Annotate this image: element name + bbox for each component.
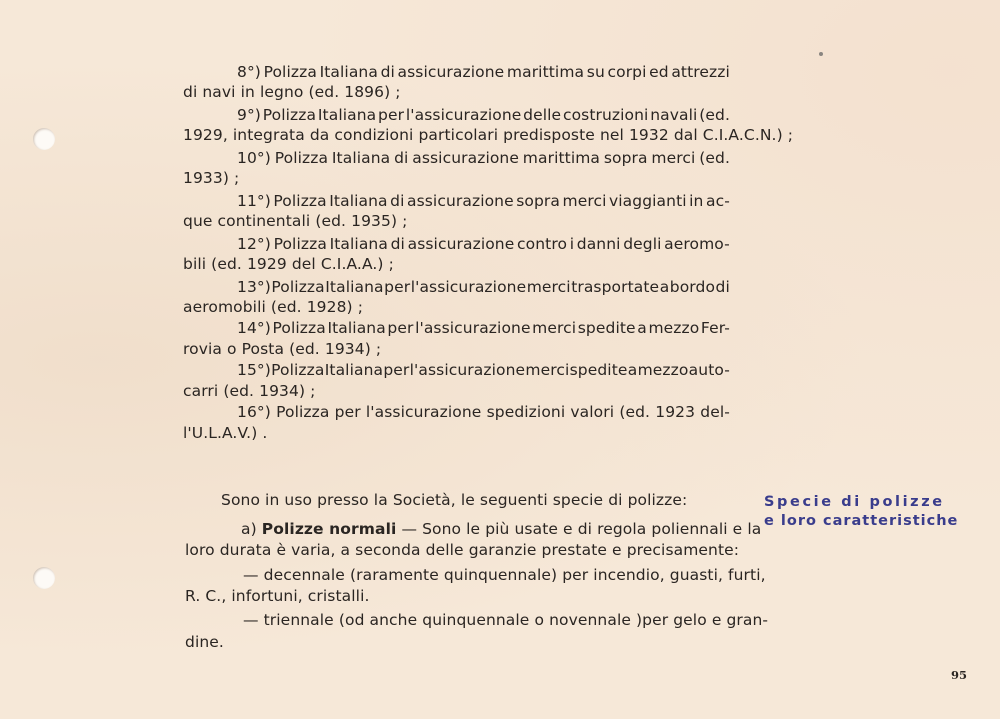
text-line: di navi in legno (ed. 1896) ; (183, 83, 401, 101)
text-line: aeromobili (ed. 1928) ; (183, 298, 364, 316)
paragraph-intro: Sono in uso presso la Società, le seguenti specie di polizze: (221, 491, 688, 509)
text-line: 8°) Polizza Italiana di assicurazione marittima su corpi ed attrezzi (237, 63, 730, 81)
text-line: 10°) Polizza Italiana di assicurazione marittima sopra merci (ed. (237, 149, 730, 167)
text-line: rovia o Posta (ed. 1934) ; (183, 340, 382, 358)
text-line: 16°) Polizza per l'assicurazione spedizioni valori (ed. 1923 del- (237, 403, 730, 421)
text-line: carri (ed. 1934) ; (183, 382, 316, 400)
text-line: 14°) Polizza Italiana per l'assicurazione merci spedite a mezzo Fer- (237, 319, 730, 337)
text-line: bili (ed. 1929 del C.I.A.A.) ; (183, 255, 394, 273)
text-line: 13°) Polizza Italiana per l'assicurazione merci trasportate a bordo di (237, 278, 730, 296)
margin-heading (764, 493, 964, 531)
text-fragment: — Sono le più usate e di regola poliennali e la (396, 520, 762, 538)
text-line: loro durata è varia, a seconda delle garanzie prestate e precisamente: (185, 541, 740, 559)
polizze-normali-heading: Polizze normali (261, 520, 397, 538)
paper-speck (819, 52, 823, 56)
text-line: que continentali (ed. 1935) ; (183, 212, 408, 230)
item-marker: a) (241, 520, 262, 538)
text-line: 12°) Polizza Italiana di assicurazione contro i danni degli aeromo- (237, 235, 730, 253)
text-line: dine. (185, 633, 224, 651)
margin-heading-line-2: e loro caratteristiche (764, 513, 959, 529)
text-line: 11°) Polizza Italiana di assicurazione sopra merci viaggianti in ac- (237, 192, 730, 210)
punch-hole-bottom (33, 567, 55, 589)
text-line-polizze-normali (241, 519, 762, 539)
text-line: R. C., infortuni, cristalli. (185, 587, 370, 605)
text-line: 1929, integrata da condizioni particolari predisposte nel 1932 dal C.I.A.C.N.) ; (183, 126, 794, 144)
text-line: 1933) ; (183, 169, 240, 187)
text-line: l'U.L.A.V.) . (183, 424, 268, 442)
text-line: — decennale (raramente quinquennale) per incendio, guasti, furti, (243, 566, 766, 584)
text-line: 15°) Polizza Italiana per l'assicurazione merci spedite a mezzo auto- (237, 361, 730, 379)
text-line: — triennale (od anche quinquennale o novennale )per gelo e gran- (243, 611, 769, 629)
text-line: 9°) Polizza Italiana per l'assicurazione delle costruzioni navali (ed. (237, 106, 730, 124)
margin-heading-line-1: Specie di polizze (764, 494, 945, 510)
punch-hole-top (33, 128, 55, 150)
page-number: 95 (951, 668, 968, 682)
